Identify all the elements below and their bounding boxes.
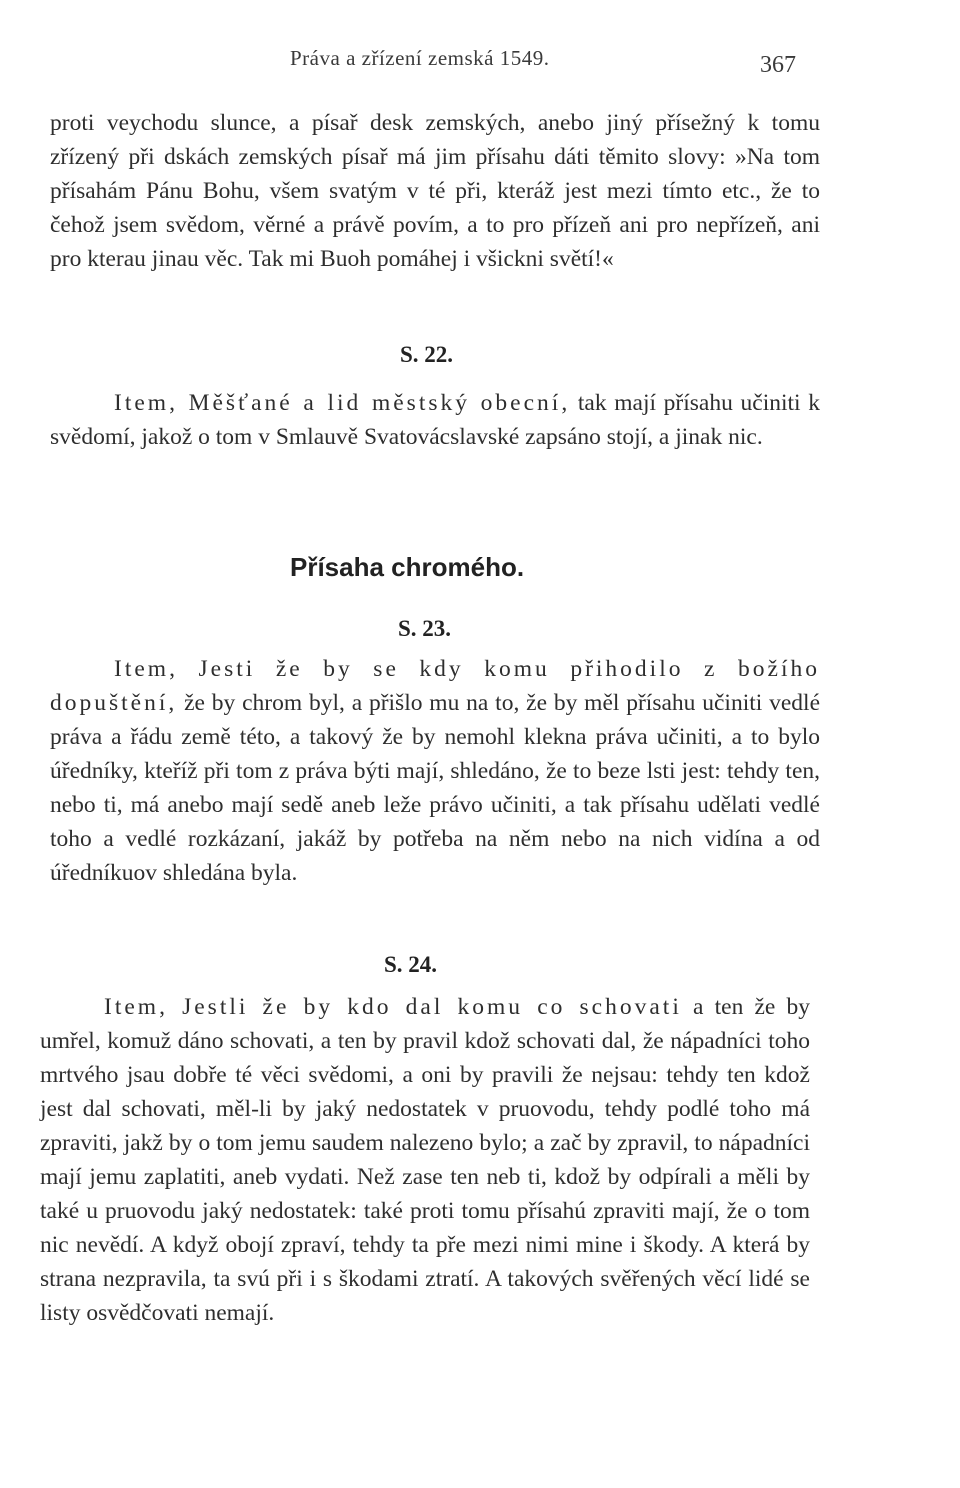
section-24-lead: Item, Jestli že by kdo dal komu co schovati — [104, 994, 682, 1020]
chapter-heading: Přísaha chromého. — [290, 552, 525, 582]
paragraph-oath-continuation: proti veychodu slunce, a písař desk zemských, anebo jiný přísežný k tomu zřízený při dskách zemských písař má jim přísahu dáti těmito slovy: »Na tom přísahám Pánu Bohu, všem svatým v té při, kteráž jest mezi tímto etc., že to čehož jsem svědom, věrné a právě povím, a to pro přízeň ani pro nepřízeň, ani pro kterau jinau věc. Tak mi Buoh pomáhej i všickni světí!« — [50, 110, 820, 272]
running-title: Práva a zřízení zemská 1549. — [290, 46, 550, 70]
section-23-text: že by chrom byl, a přišlo mu na to, že by měl přísahu učiniti vedlé práva a řádu země této, a takový že by nemohl klekna práva učiniti, a to bylo úředníky, kteříž při tom z práva býti mají, shledáno, že to beze lsti jest: tehdy ten, nebo ti, má anebo mají sedě aneb leže právo učiniti, a tak přísahu udělati vedlé toho a vedlé rozkázaní, jakáž by potřeba na něm nebo na nich vidína a od úředníkuov shledána byla. — [50, 690, 820, 886]
section-label-24: S. 24. — [384, 952, 438, 977]
paragraph-section-22 — [50, 386, 820, 454]
section-24-text: a ten že by umřel, komuž dáno schovati, a ten by pravil kdož schovati dal, že nápadníci toho mrtvého jsau dobře té věci svědomi, a oni by pravili že nejsau: tehdy ten kdož jest dal schovati, měl-li by jaký nedostatek v pruovodu, tehdy podlé toho má zpraviti, jakž by o tom jemu saudem nalezeno bylo; a zač by zpravil, to nápadníci mají jemu zaplatiti, aneb vydati. Než zase ten neb ti, kdož by odpírali a měli by také u pruovodu jaký nedostatek: také proti tomu přísahú zpraviti mají, že o tom nic nevědí. A když obojí zpraví, tehdy ta pře mezi nimi mine i škody. A která by strana nezpravila, ta svú při i s škodami ztratí. A takových svěřených věcí lidé se listy osvědčovati nemají. — [40, 994, 810, 1326]
paragraph-section-24 — [40, 990, 810, 1330]
section-label-23: S. 23. — [398, 616, 452, 641]
section-label-22: S. 22. — [400, 342, 454, 367]
page-number: 367 — [760, 52, 796, 78]
section-22-text: tak mají přísahu učiniti k svědomí, jakož o tom v Smlauvě Svatovácslavské zapsáno stojí, a jinak nic. — [50, 390, 820, 450]
paragraph-section-23 — [50, 652, 820, 890]
section-22-lead: Item, Měšťané a lid městský obecní, — [114, 390, 571, 416]
section-23-lead: Item, Jesti že by se kdy komu přihodilo z božího dopuštění, — [50, 656, 820, 716]
